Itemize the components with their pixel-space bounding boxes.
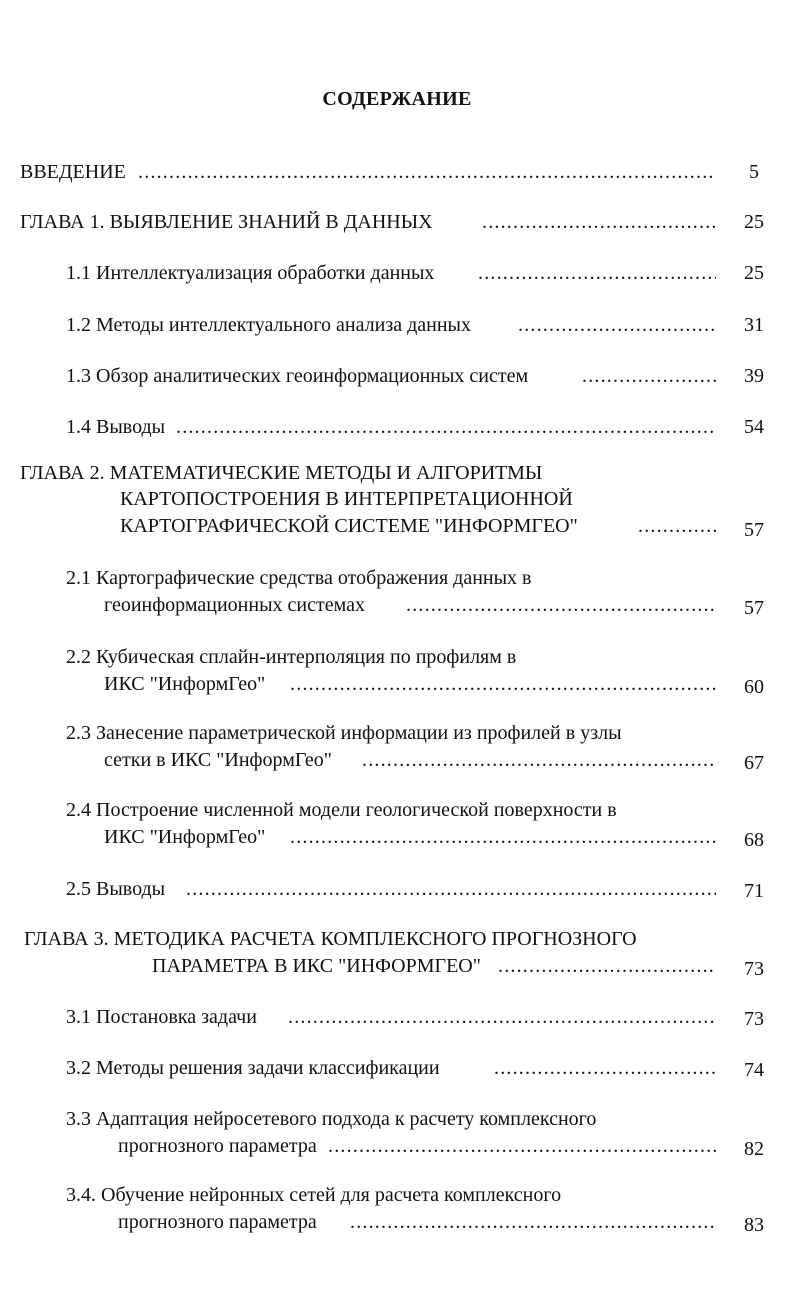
- toc-page-number: 25: [744, 211, 764, 233]
- toc-entry-title-line-1: 3.4. Обучение нейронных сетей для расчета комплексного: [66, 1184, 562, 1206]
- toc-entry-title-line-1: ГЛАВА 3. МЕТОДИКА РАСЧЕТА КОМПЛЕКСНОГО ПРОГНОЗНОГО: [24, 928, 637, 950]
- dot-leader: [350, 1210, 716, 1234]
- page-title: СОДЕРЖАНИЕ: [322, 88, 472, 110]
- dot-leader: [362, 748, 716, 772]
- toc-entry-title: 1.1 Интеллектуализация обработки данных: [66, 262, 435, 284]
- dot-leader: [290, 825, 716, 849]
- toc-entry-title-line-2: прогнозного параметра: [118, 1211, 317, 1233]
- toc-page-number: 57: [744, 519, 764, 541]
- dot-leader: [328, 1134, 716, 1158]
- toc-page-number: 71: [744, 880, 764, 902]
- toc-page-number: 5: [749, 161, 759, 183]
- toc-entry-title: ГЛАВА 1. ВЫЯВЛЕНИЕ ЗНАНИЙ В ДАННЫХ: [20, 211, 433, 233]
- toc-entry-title-line-2: сетки в ИКС "ИнформГео": [104, 749, 332, 771]
- toc-page-number: 60: [744, 676, 764, 698]
- dot-leader: [138, 160, 716, 184]
- toc-entry-title: 1.4 Выводы: [66, 416, 166, 438]
- toc-entry-title: ВВЕДЕНИЕ: [20, 161, 126, 183]
- toc-entry-title-line-1: 2.3 Занесение параметрической информации из профилей в узлы: [66, 722, 622, 744]
- toc-entry-title: 3.1 Постановка задачи: [66, 1006, 257, 1028]
- toc-entry-title-line-1: ГЛАВА 2. МАТЕМАТИЧЕСКИЕ МЕТОДЫ И АЛГОРИТМЫ: [20, 462, 543, 484]
- toc-entry-title-line-1: 2.2 Кубическая сплайн-интерполяция по профилям в: [66, 646, 517, 668]
- toc-entry-title: 3.2 Методы решения задачи классификации: [66, 1057, 440, 1079]
- toc-page-number: 57: [744, 597, 764, 619]
- dot-leader: [406, 593, 716, 617]
- dot-leader: [482, 210, 716, 234]
- toc-page-number: 74: [744, 1059, 764, 1081]
- toc-entry-title-line-2: КАРТОПОСТРОЕНИЯ В ИНТЕРПРЕТАЦИОННОЙ: [120, 488, 573, 510]
- toc-page-number: 83: [744, 1214, 764, 1236]
- dot-leader: [290, 672, 716, 696]
- toc-page-number: 67: [744, 752, 764, 774]
- toc-page-number: 68: [744, 829, 764, 851]
- toc-page-number: 39: [744, 365, 764, 387]
- toc-page-number: 73: [744, 1008, 764, 1030]
- toc-entry-title-line-1: 3.3 Адаптация нейросетевого подхода к расчету комплексного: [66, 1108, 597, 1130]
- dot-leader: [176, 415, 716, 439]
- toc-entry-title-line-1: 2.4 Построение численной модели геологической поверхности в: [66, 799, 617, 821]
- dot-leader: [498, 954, 716, 978]
- toc-entry-title-line-2: геоинформационных системах: [104, 594, 365, 616]
- dot-leader: [494, 1056, 716, 1080]
- dot-leader: [638, 514, 716, 538]
- toc-entry-title-line-2: прогнозного параметра: [118, 1135, 317, 1157]
- toc-page-number: 73: [744, 958, 764, 980]
- dot-leader: [518, 313, 716, 337]
- toc-page-number: 31: [744, 314, 764, 336]
- toc-page-number: 82: [744, 1138, 764, 1160]
- toc-entry-title-line-2: ПАРАМЕТРА В ИКС "ИНФОРМГЕО": [152, 955, 481, 977]
- toc-entry-title: 1.3 Обзор аналитических геоинформационных систем: [66, 365, 529, 387]
- toc-entry-title-line-1: 2.1 Картографические средства отображения данных в: [66, 567, 532, 589]
- dot-leader: [288, 1005, 716, 1029]
- toc-page-number: 54: [744, 416, 764, 438]
- dot-leader: [478, 261, 716, 285]
- toc-page-number: 25: [744, 262, 764, 284]
- dot-leader: [582, 364, 716, 388]
- toc-entry-title-line-2: ИКС "ИнформГео": [104, 826, 266, 848]
- toc-entry-title: 2.5 Выводы: [66, 878, 166, 900]
- toc-entry-title: 1.2 Методы интеллектуального анализа данных: [66, 314, 471, 336]
- dot-leader: [186, 877, 716, 901]
- toc-entry-title-line-2: ИКС "ИнформГео": [104, 673, 266, 695]
- toc-entry-title-line-3: КАРТОГРАФИЧЕСКОЙ СИСТЕМЕ "ИНФОРМГЕО": [120, 515, 578, 537]
